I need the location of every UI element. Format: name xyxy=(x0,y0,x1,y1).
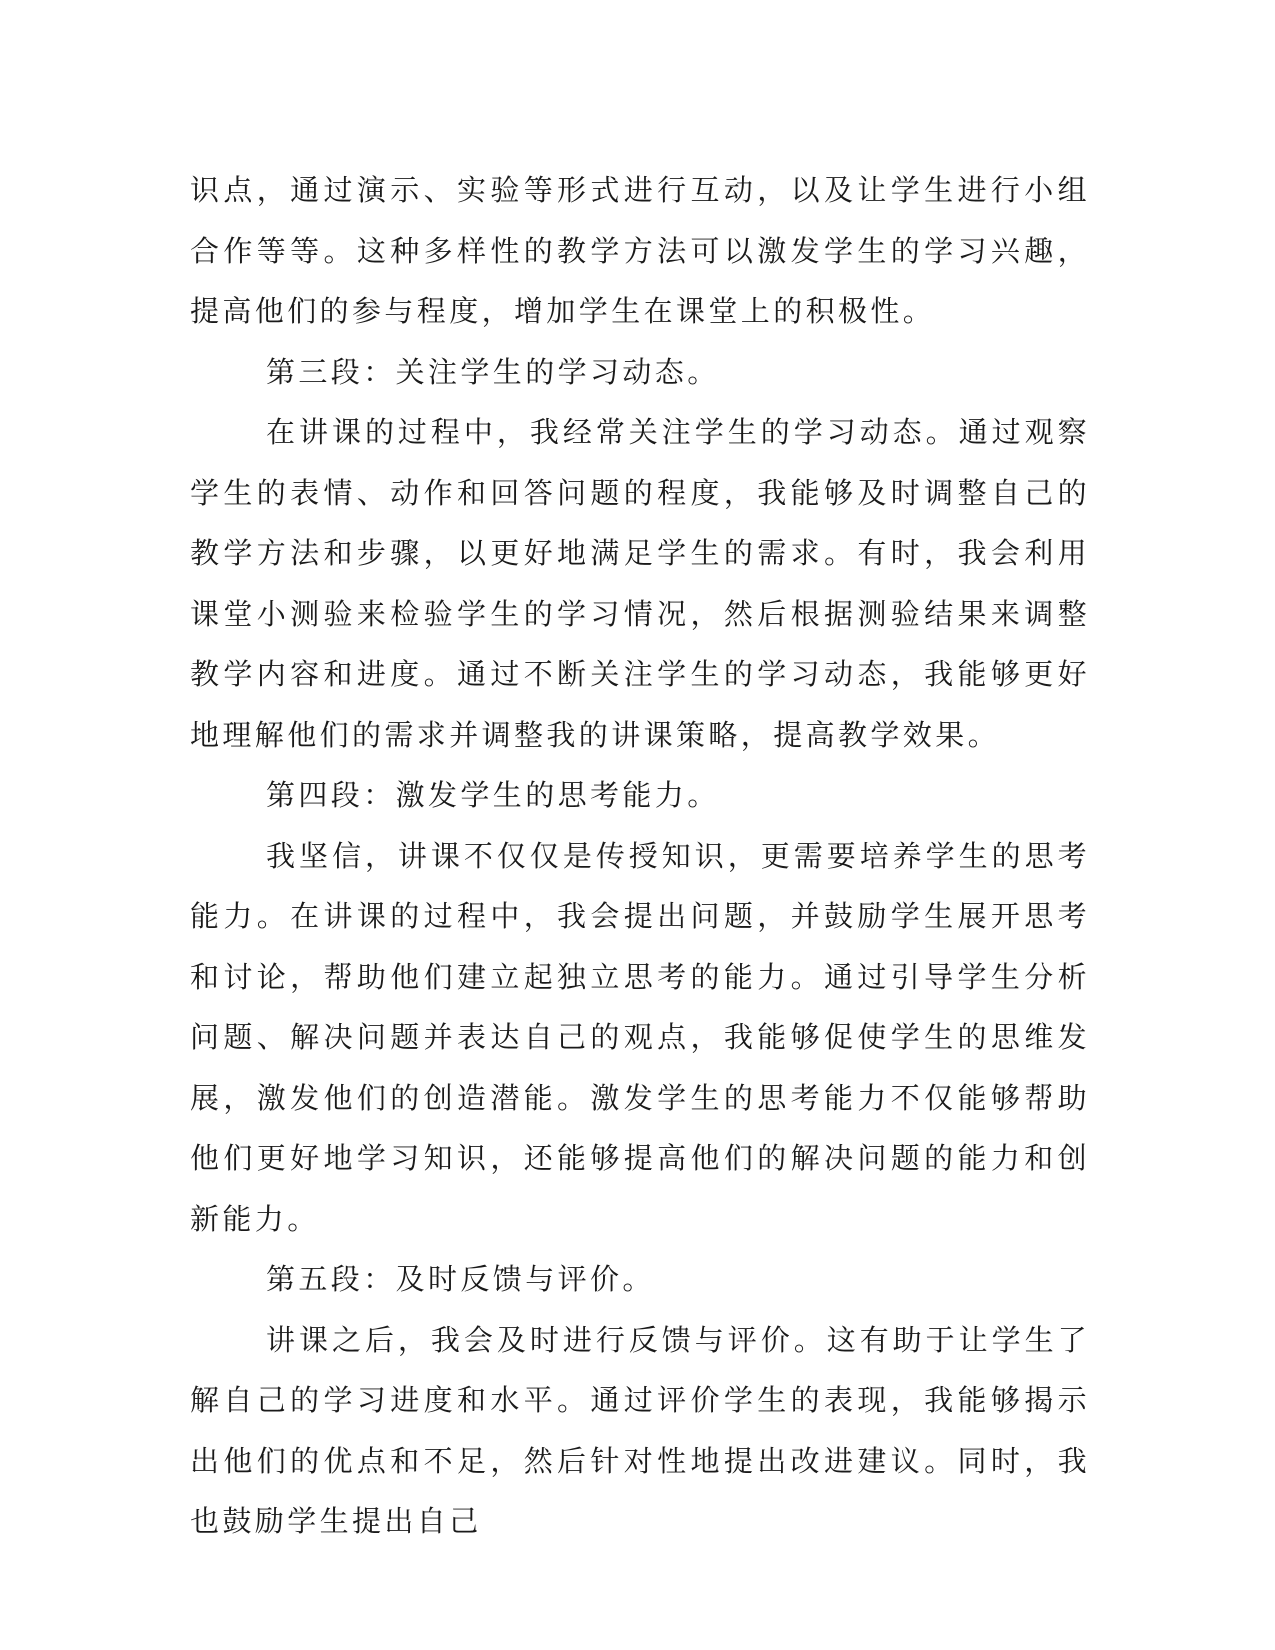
paragraph-section-3: 在讲课的过程中，我经常关注学生的学习动态。通过观察学生的表情、动作和回答问题的程度，我能够及时调整自己的教学方法和步骤，以更好地满足学生的需求。有时，我会利用课堂小测验来检验学生的学习情况，然后根据测验结果来调整教学内容和进度。通过不断关注学生的学习动态，我能够更好地理解他们的需求并调整我的讲课策略，提高教学效果。 xyxy=(190,415,1090,752)
document-body xyxy=(190,160,1090,1552)
paragraph-section-5: 讲课之后，我会及时进行反馈与评价。这有助于让学生了解自己的学习进度和水平。通过评价学生的表现，我能够揭示出他们的优点和不足，然后针对性地提出改进建议。同时，我也鼓励学生提出自己 xyxy=(190,1322,1090,1538)
section-heading-5: 第五段：及时反馈与评价。 xyxy=(266,1262,655,1296)
section-heading-3: 第三段：关注学生的学习动态。 xyxy=(266,354,720,389)
paragraph-continuation: 识点，通过演示、实验等形式进行互动，以及让学生进行小组合作等等。这种多样性的教学方法可以激发学生的学习兴趣，提高他们的参与程度，增加学生在课堂上的积极性。 xyxy=(190,173,1090,328)
section-heading-4: 第四段：激发学生的思考能力。 xyxy=(266,778,720,812)
paragraph-section-4: 我坚信，讲课不仅仅是传授知识，更需要培养学生的思考能力。在讲课的过程中，我会提出问题，并鼓励学生展开思考和讨论，帮助他们建立起独立思考的能力。通过引导学生分析问题、解决问题并表达自己的观点，我能够促使学生的思维发展，激发他们的创造潜能。激发学生的思考能力不仅能够帮助他们更好地学习知识，还能够提高他们的解决问题的能力和创新能力。 xyxy=(190,838,1090,1236)
